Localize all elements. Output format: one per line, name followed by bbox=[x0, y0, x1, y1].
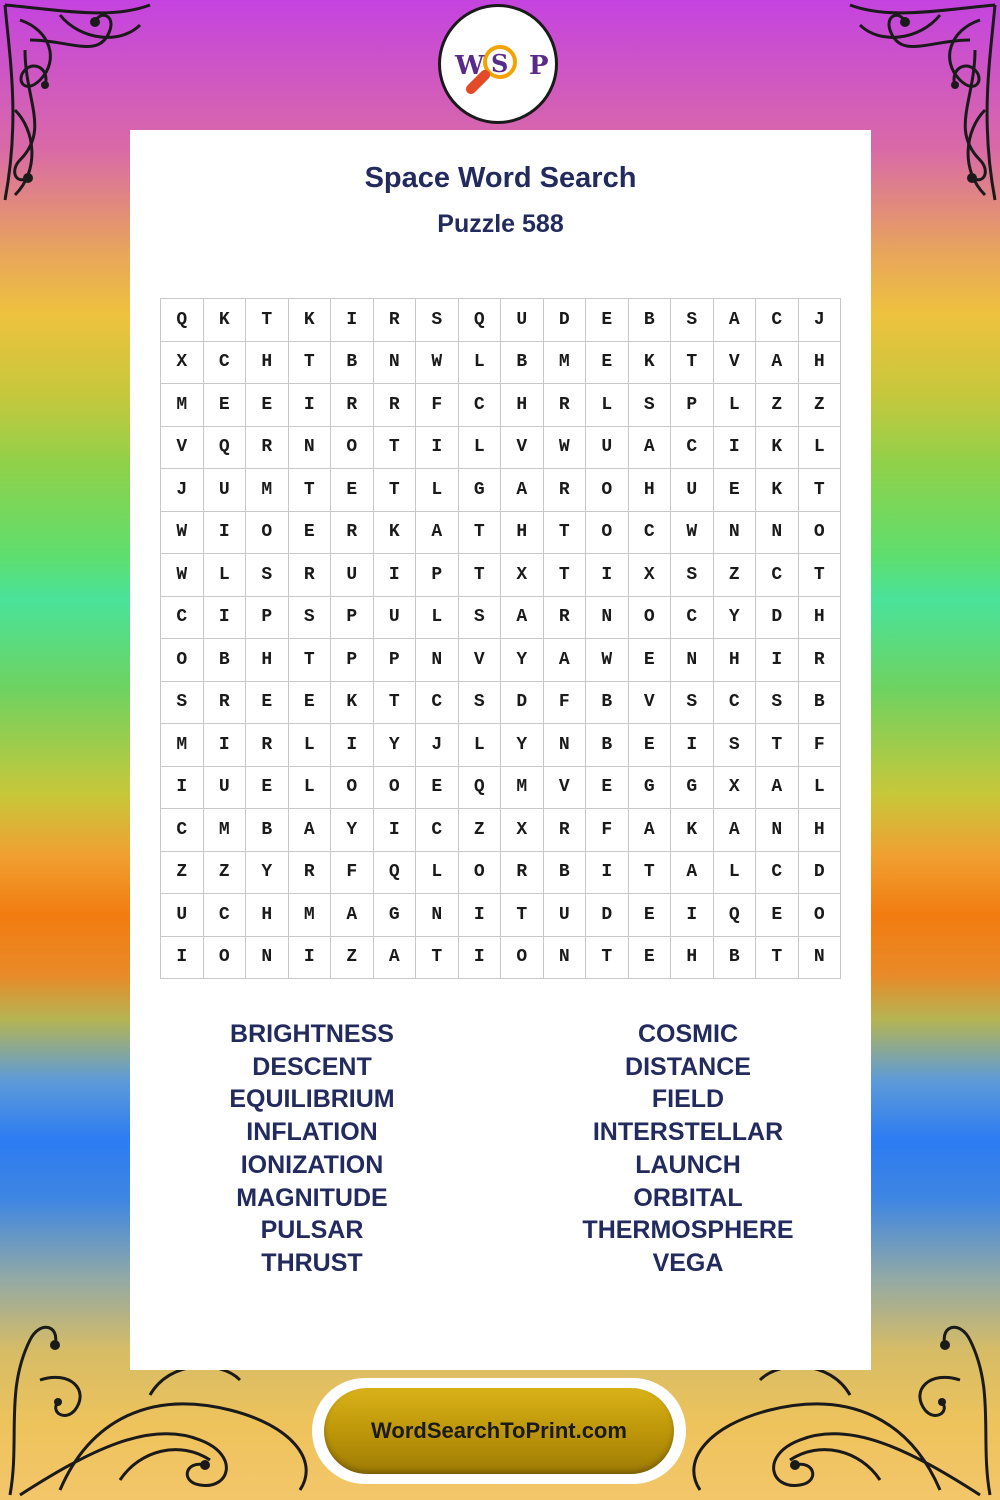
grid-cell[interactable]: N bbox=[756, 512, 799, 555]
grid-cell[interactable]: L bbox=[459, 427, 502, 470]
grid-cell[interactable]: B bbox=[501, 342, 544, 385]
grid-cell[interactable]: L bbox=[586, 384, 629, 427]
grid-cell[interactable]: W bbox=[586, 639, 629, 682]
grid-cell[interactable]: D bbox=[799, 852, 842, 895]
grid-cell[interactable]: H bbox=[246, 894, 289, 937]
grid-cell[interactable]: U bbox=[204, 767, 247, 810]
grid-cell[interactable]: L bbox=[714, 852, 757, 895]
grid-cell[interactable]: B bbox=[714, 937, 757, 980]
grid-cell[interactable]: C bbox=[161, 597, 204, 640]
grid-cell[interactable]: D bbox=[501, 682, 544, 725]
grid-cell[interactable]: R bbox=[204, 682, 247, 725]
grid-cell[interactable]: B bbox=[204, 639, 247, 682]
grid-cell[interactable]: Q bbox=[714, 894, 757, 937]
site-logo[interactable] bbox=[438, 4, 558, 124]
grid-cell[interactable]: X bbox=[161, 342, 204, 385]
grid-cell[interactable]: T bbox=[671, 342, 714, 385]
grid-cell[interactable]: U bbox=[544, 894, 587, 937]
word-list-item: INFLATION bbox=[246, 1118, 378, 1147]
grid-cell[interactable]: M bbox=[501, 767, 544, 810]
grid-cell[interactable]: C bbox=[756, 554, 799, 597]
word-list-item: THRUST bbox=[261, 1248, 363, 1277]
grid-cell[interactable]: V bbox=[161, 427, 204, 470]
word-list-item: INTERSTELLAR bbox=[592, 1118, 784, 1147]
grid-cell[interactable]: X bbox=[501, 554, 544, 597]
grid-cell[interactable]: A bbox=[501, 469, 544, 512]
grid-cell[interactable]: K bbox=[756, 427, 799, 470]
grid-cell[interactable]: S bbox=[629, 384, 672, 427]
grid-cell[interactable]: U bbox=[204, 469, 247, 512]
grid-cell[interactable]: L bbox=[799, 767, 842, 810]
grid-cell[interactable]: C bbox=[756, 852, 799, 895]
grid-cell[interactable]: O bbox=[374, 767, 417, 810]
grid-cell[interactable]: Q bbox=[459, 767, 502, 810]
grid-cell[interactable]: H bbox=[246, 342, 289, 385]
grid-cell[interactable]: C bbox=[204, 894, 247, 937]
grid-cell[interactable]: J bbox=[416, 724, 459, 767]
word-list-item: COSMIC bbox=[638, 1020, 738, 1048]
grid-cell[interactable]: M bbox=[204, 809, 247, 852]
grid-cell[interactable]: P bbox=[671, 384, 714, 427]
grid-cell[interactable]: R bbox=[246, 724, 289, 767]
grid-cell[interactable]: C bbox=[756, 299, 799, 342]
grid-cell[interactable]: N bbox=[374, 342, 417, 385]
grid-cell[interactable]: A bbox=[331, 894, 374, 937]
grid-cell[interactable]: S bbox=[459, 597, 502, 640]
grid-cell[interactable]: I bbox=[204, 597, 247, 640]
grid-cell[interactable]: O bbox=[586, 469, 629, 512]
grid-cell[interactable]: H bbox=[629, 469, 672, 512]
grid-cell[interactable]: N bbox=[416, 894, 459, 937]
grid-cell[interactable]: E bbox=[246, 384, 289, 427]
grid-cell[interactable]: N bbox=[671, 639, 714, 682]
grid-cell[interactable]: D bbox=[756, 597, 799, 640]
grid-cell[interactable]: Z bbox=[714, 554, 757, 597]
grid-cell[interactable]: V bbox=[501, 427, 544, 470]
grid-cell[interactable]: G bbox=[671, 767, 714, 810]
word-list-item: EQUILIBRIUM bbox=[229, 1085, 395, 1114]
grid-cell[interactable]: Z bbox=[161, 852, 204, 895]
grid-cell[interactable]: N bbox=[246, 937, 289, 980]
grid-cell[interactable]: G bbox=[374, 894, 417, 937]
grid-cell[interactable]: S bbox=[416, 299, 459, 342]
grid-cell[interactable]: E bbox=[289, 512, 332, 555]
grid-cell[interactable]: B bbox=[629, 299, 672, 342]
grid-cell[interactable]: T bbox=[544, 512, 587, 555]
grid-cell[interactable]: U bbox=[161, 894, 204, 937]
grid-cell[interactable]: Y bbox=[501, 724, 544, 767]
grid-cell[interactable]: H bbox=[501, 384, 544, 427]
grid-cell[interactable]: I bbox=[161, 937, 204, 980]
grid-cell[interactable]: R bbox=[544, 597, 587, 640]
grid-cell[interactable]: N bbox=[714, 512, 757, 555]
grid-cell[interactable]: A bbox=[544, 639, 587, 682]
grid-cell[interactable]: S bbox=[459, 682, 502, 725]
grid-cell[interactable]: A bbox=[629, 809, 672, 852]
grid-cell[interactable]: Q bbox=[161, 299, 204, 342]
grid-cell[interactable]: L bbox=[416, 469, 459, 512]
word-list-item: VEGA bbox=[652, 1248, 724, 1277]
grid-cell[interactable]: R bbox=[544, 469, 587, 512]
grid-cell[interactable]: Y bbox=[374, 724, 417, 767]
grid-cell[interactable]: J bbox=[799, 299, 842, 342]
grid-cell[interactable]: U bbox=[331, 554, 374, 597]
grid-cell[interactable]: X bbox=[501, 809, 544, 852]
grid-cell[interactable]: G bbox=[629, 767, 672, 810]
grid-cell[interactable]: L bbox=[416, 852, 459, 895]
grid-cell[interactable]: A bbox=[374, 937, 417, 980]
grid-cell[interactable]: Z bbox=[459, 809, 502, 852]
grid-cell[interactable]: V bbox=[714, 342, 757, 385]
grid-cell[interactable]: D bbox=[544, 299, 587, 342]
grid-cell[interactable]: E bbox=[289, 682, 332, 725]
grid-cell[interactable]: K bbox=[204, 299, 247, 342]
grid-cell[interactable]: W bbox=[161, 554, 204, 597]
grid-cell[interactable]: A bbox=[289, 809, 332, 852]
grid-cell[interactable]: I bbox=[459, 894, 502, 937]
grid-cell[interactable]: C bbox=[161, 809, 204, 852]
grid-cell[interactable]: H bbox=[501, 512, 544, 555]
grid-cell[interactable]: S bbox=[671, 554, 714, 597]
grid-cell[interactable]: A bbox=[714, 809, 757, 852]
grid-cell[interactable]: A bbox=[756, 767, 799, 810]
grid-cell[interactable]: T bbox=[246, 299, 289, 342]
grid-cell[interactable]: O bbox=[161, 639, 204, 682]
word-list-item: MAGNITUDE bbox=[236, 1183, 388, 1212]
grid-cell[interactable]: M bbox=[289, 894, 332, 937]
grid-cell[interactable]: I bbox=[671, 724, 714, 767]
grid-cell[interactable]: S bbox=[289, 597, 332, 640]
grid-cell[interactable]: Q bbox=[204, 427, 247, 470]
word-list-item: BRIGHTNESS bbox=[230, 1020, 394, 1048]
grid-cell[interactable]: T bbox=[289, 342, 332, 385]
grid-cell[interactable]: O bbox=[204, 937, 247, 980]
grid-cell[interactable]: E bbox=[586, 767, 629, 810]
grid-cell[interactable]: A bbox=[756, 342, 799, 385]
grid-cell[interactable]: E bbox=[246, 767, 289, 810]
grid-cell[interactable]: I bbox=[459, 937, 502, 980]
grid-cell[interactable]: W bbox=[544, 427, 587, 470]
grid-cell[interactable]: H bbox=[799, 342, 842, 385]
puzzle-number: Puzzle 588 bbox=[437, 210, 564, 238]
word-list-item: FIELD bbox=[651, 1085, 725, 1114]
grid-cell[interactable]: T bbox=[586, 937, 629, 980]
grid-cell[interactable]: I bbox=[374, 554, 417, 597]
word-list-item: LAUNCH bbox=[635, 1150, 741, 1179]
grid-cell[interactable]: N bbox=[586, 597, 629, 640]
footer-badge bbox=[312, 1378, 686, 1484]
grid-cell[interactable]: Z bbox=[204, 852, 247, 895]
grid-cell[interactable]: G bbox=[459, 469, 502, 512]
grid-cell[interactable]: T bbox=[416, 937, 459, 980]
grid-cell[interactable]: C bbox=[671, 597, 714, 640]
grid-cell[interactable]: W bbox=[671, 512, 714, 555]
grid-cell[interactable]: E bbox=[331, 469, 374, 512]
grid-cell[interactable]: L bbox=[714, 384, 757, 427]
site-link[interactable]: WordSearchToPrint.com bbox=[324, 1388, 674, 1474]
grid-cell[interactable]: R bbox=[374, 384, 417, 427]
grid-cell[interactable]: C bbox=[671, 427, 714, 470]
grid-cell[interactable]: K bbox=[331, 682, 374, 725]
grid-cell[interactable]: W bbox=[161, 512, 204, 555]
grid-cell[interactable]: I bbox=[289, 937, 332, 980]
grid-cell[interactable]: Y bbox=[501, 639, 544, 682]
grid-cell[interactable]: E bbox=[204, 384, 247, 427]
grid-cell[interactable]: X bbox=[629, 554, 672, 597]
grid-cell[interactable]: L bbox=[459, 342, 502, 385]
grid-cell[interactable]: R bbox=[799, 639, 842, 682]
grid-cell[interactable]: O bbox=[799, 512, 842, 555]
grid-cell[interactable]: I bbox=[714, 427, 757, 470]
word-list-item: PULSAR bbox=[260, 1216, 364, 1245]
grid-cell[interactable]: T bbox=[501, 894, 544, 937]
grid-cell[interactable]: I bbox=[416, 427, 459, 470]
grid-cell[interactable]: M bbox=[161, 724, 204, 767]
grid-cell[interactable]: O bbox=[799, 894, 842, 937]
word-list-item: DISTANCE bbox=[625, 1052, 751, 1081]
grid-cell[interactable]: X bbox=[714, 767, 757, 810]
grid-cell[interactable]: T bbox=[799, 469, 842, 512]
grid-cell[interactable]: A bbox=[501, 597, 544, 640]
grid-cell[interactable]: A bbox=[671, 852, 714, 895]
grid-cell[interactable]: U bbox=[374, 597, 417, 640]
grid-cell[interactable]: L bbox=[289, 767, 332, 810]
logo-letter-s: S bbox=[491, 49, 509, 78]
grid-cell[interactable]: T bbox=[374, 427, 417, 470]
grid-cell[interactable]: I bbox=[204, 724, 247, 767]
grid-cell[interactable]: I bbox=[331, 724, 374, 767]
grid-cell[interactable]: S bbox=[714, 724, 757, 767]
grid-cell[interactable]: K bbox=[671, 809, 714, 852]
word-list-item: ORBITAL bbox=[633, 1183, 743, 1212]
grid-cell[interactable]: I bbox=[374, 809, 417, 852]
grid-cell[interactable]: E bbox=[629, 724, 672, 767]
grid-cell[interactable]: T bbox=[459, 512, 502, 555]
grid-cell[interactable]: I bbox=[331, 299, 374, 342]
grid-cell[interactable]: R bbox=[374, 299, 417, 342]
grid-cell[interactable]: H bbox=[714, 639, 757, 682]
logo-letter-p: P bbox=[529, 51, 549, 81]
grid-cell[interactable]: F bbox=[331, 852, 374, 895]
grid-cell[interactable]: E bbox=[629, 894, 672, 937]
grid-cell[interactable]: L bbox=[416, 597, 459, 640]
grid-cell[interactable]: E bbox=[246, 682, 289, 725]
grid-cell[interactable]: B bbox=[586, 724, 629, 767]
letter-grid bbox=[160, 298, 841, 979]
grid-cell[interactable]: V bbox=[629, 682, 672, 725]
logo-letter-w: W bbox=[455, 51, 485, 81]
grid-cell[interactable]: K bbox=[756, 469, 799, 512]
grid-cell[interactable]: O bbox=[501, 937, 544, 980]
grid-cell[interactable]: U bbox=[501, 299, 544, 342]
grid-cell[interactable]: L bbox=[799, 427, 842, 470]
grid-cell[interactable]: B bbox=[799, 682, 842, 725]
grid-cell[interactable]: E bbox=[416, 767, 459, 810]
grid-cell[interactable]: B bbox=[331, 342, 374, 385]
grid-cell[interactable]: T bbox=[374, 469, 417, 512]
grid-cell[interactable]: N bbox=[544, 724, 587, 767]
grid-cell[interactable]: O bbox=[586, 512, 629, 555]
grid-cell[interactable]: U bbox=[586, 427, 629, 470]
grid-cell[interactable]: T bbox=[544, 554, 587, 597]
puzzle-card bbox=[130, 130, 871, 1370]
grid-cell[interactable]: K bbox=[629, 342, 672, 385]
grid-cell[interactable]: E bbox=[756, 894, 799, 937]
grid-cell[interactable]: O bbox=[459, 852, 502, 895]
grid-cell[interactable]: I bbox=[756, 639, 799, 682]
grid-cell[interactable]: T bbox=[289, 469, 332, 512]
grid-cell[interactable]: H bbox=[799, 597, 842, 640]
grid-cell[interactable]: T bbox=[459, 554, 502, 597]
grid-cell[interactable]: J bbox=[161, 469, 204, 512]
grid-cell[interactable]: P bbox=[374, 639, 417, 682]
grid-cell[interactable]: K bbox=[374, 512, 417, 555]
word-list-item: DESCENT bbox=[252, 1052, 372, 1081]
grid-cell[interactable]: O bbox=[331, 767, 374, 810]
grid-cell[interactable]: N bbox=[756, 809, 799, 852]
grid-cell[interactable]: C bbox=[459, 384, 502, 427]
grid-cell[interactable]: E bbox=[586, 299, 629, 342]
grid-cell[interactable]: Y bbox=[246, 852, 289, 895]
grid-cell[interactable]: A bbox=[714, 299, 757, 342]
grid-cell[interactable]: S bbox=[756, 682, 799, 725]
grid-cell[interactable]: R bbox=[246, 427, 289, 470]
grid-cell[interactable]: H bbox=[671, 937, 714, 980]
grid-cell[interactable]: R bbox=[289, 554, 332, 597]
grid-cell[interactable]: H bbox=[246, 639, 289, 682]
grid-cell[interactable]: I bbox=[586, 852, 629, 895]
grid-cell[interactable]: V bbox=[544, 767, 587, 810]
grid-cell[interactable]: Q bbox=[374, 852, 417, 895]
grid-cell[interactable]: K bbox=[289, 299, 332, 342]
grid-cell[interactable]: R bbox=[501, 852, 544, 895]
grid-cell[interactable]: P bbox=[331, 639, 374, 682]
grid-cell[interactable]: H bbox=[799, 809, 842, 852]
grid-cell[interactable]: M bbox=[246, 469, 289, 512]
grid-cell[interactable]: S bbox=[246, 554, 289, 597]
grid-cell[interactable]: T bbox=[799, 554, 842, 597]
grid-cell[interactable]: I bbox=[671, 894, 714, 937]
grid-cell[interactable]: I bbox=[161, 767, 204, 810]
grid-cell[interactable]: N bbox=[289, 427, 332, 470]
grid-cell[interactable]: U bbox=[671, 469, 714, 512]
grid-cell[interactable]: V bbox=[459, 639, 502, 682]
grid-cell[interactable]: L bbox=[459, 724, 502, 767]
grid-cell[interactable]: B bbox=[246, 809, 289, 852]
grid-cell[interactable]: N bbox=[416, 639, 459, 682]
grid-cell[interactable]: C bbox=[416, 809, 459, 852]
grid-cell[interactable]: Y bbox=[714, 597, 757, 640]
grid-cell[interactable]: Q bbox=[459, 299, 502, 342]
grid-cell[interactable]: E bbox=[714, 469, 757, 512]
grid-cell[interactable]: L bbox=[289, 724, 332, 767]
grid-cell[interactable]: T bbox=[756, 724, 799, 767]
grid-cell[interactable]: T bbox=[756, 937, 799, 980]
grid-cell[interactable]: I bbox=[204, 512, 247, 555]
grid-cell[interactable]: T bbox=[629, 852, 672, 895]
grid-cell[interactable]: P bbox=[331, 597, 374, 640]
grid-cell[interactable]: A bbox=[416, 512, 459, 555]
grid-cell[interactable]: M bbox=[544, 342, 587, 385]
grid-cell[interactable]: O bbox=[629, 597, 672, 640]
grid-cell[interactable]: D bbox=[586, 894, 629, 937]
word-list-right bbox=[503, 1018, 873, 1280]
grid-cell[interactable]: R bbox=[544, 384, 587, 427]
grid-cell[interactable]: O bbox=[246, 512, 289, 555]
grid-cell[interactable]: R bbox=[289, 852, 332, 895]
grid-cell[interactable]: Z bbox=[799, 384, 842, 427]
grid-cell[interactable]: M bbox=[161, 384, 204, 427]
grid-cell[interactable]: C bbox=[629, 512, 672, 555]
grid-cell[interactable]: B bbox=[586, 682, 629, 725]
word-list-item: THERMOSPHERE bbox=[582, 1216, 794, 1245]
grid-cell[interactable]: S bbox=[161, 682, 204, 725]
grid-cell[interactable]: N bbox=[544, 937, 587, 980]
page-title: Space Word Search bbox=[364, 162, 637, 194]
grid-cell[interactable]: I bbox=[289, 384, 332, 427]
grid-cell[interactable]: Z bbox=[331, 937, 374, 980]
grid-cell[interactable]: T bbox=[374, 682, 417, 725]
grid-cell[interactable]: W bbox=[416, 342, 459, 385]
grid-cell[interactable]: E bbox=[629, 937, 672, 980]
grid-cell[interactable]: I bbox=[586, 554, 629, 597]
grid-cell[interactable]: F bbox=[799, 724, 842, 767]
grid-cell[interactable]: B bbox=[544, 852, 587, 895]
grid-cell[interactable]: E bbox=[629, 639, 672, 682]
grid-cell[interactable]: C bbox=[714, 682, 757, 725]
grid-cell[interactable]: C bbox=[416, 682, 459, 725]
grid-cell[interactable]: F bbox=[544, 682, 587, 725]
grid-cell[interactable]: E bbox=[586, 342, 629, 385]
grid-cell[interactable]: R bbox=[331, 384, 374, 427]
grid-cell[interactable]: P bbox=[416, 554, 459, 597]
word-list-left bbox=[127, 1018, 497, 1280]
grid-cell[interactable]: R bbox=[544, 809, 587, 852]
grid-cell[interactable]: S bbox=[671, 299, 714, 342]
grid-cell[interactable]: Z bbox=[756, 384, 799, 427]
grid-cell[interactable]: F bbox=[416, 384, 459, 427]
grid-cell[interactable]: P bbox=[246, 597, 289, 640]
grid-cell[interactable]: N bbox=[799, 937, 842, 980]
grid-cell[interactable]: F bbox=[586, 809, 629, 852]
grid-cell[interactable]: C bbox=[204, 342, 247, 385]
grid-cell[interactable]: T bbox=[289, 639, 332, 682]
word-list-item: IONIZATION bbox=[240, 1150, 384, 1179]
grid-cell[interactable]: A bbox=[629, 427, 672, 470]
grid-cell[interactable]: Y bbox=[331, 809, 374, 852]
grid-cell[interactable]: S bbox=[671, 682, 714, 725]
grid-cell[interactable]: O bbox=[331, 427, 374, 470]
grid-cell[interactable]: R bbox=[331, 512, 374, 555]
grid-cell[interactable]: L bbox=[204, 554, 247, 597]
